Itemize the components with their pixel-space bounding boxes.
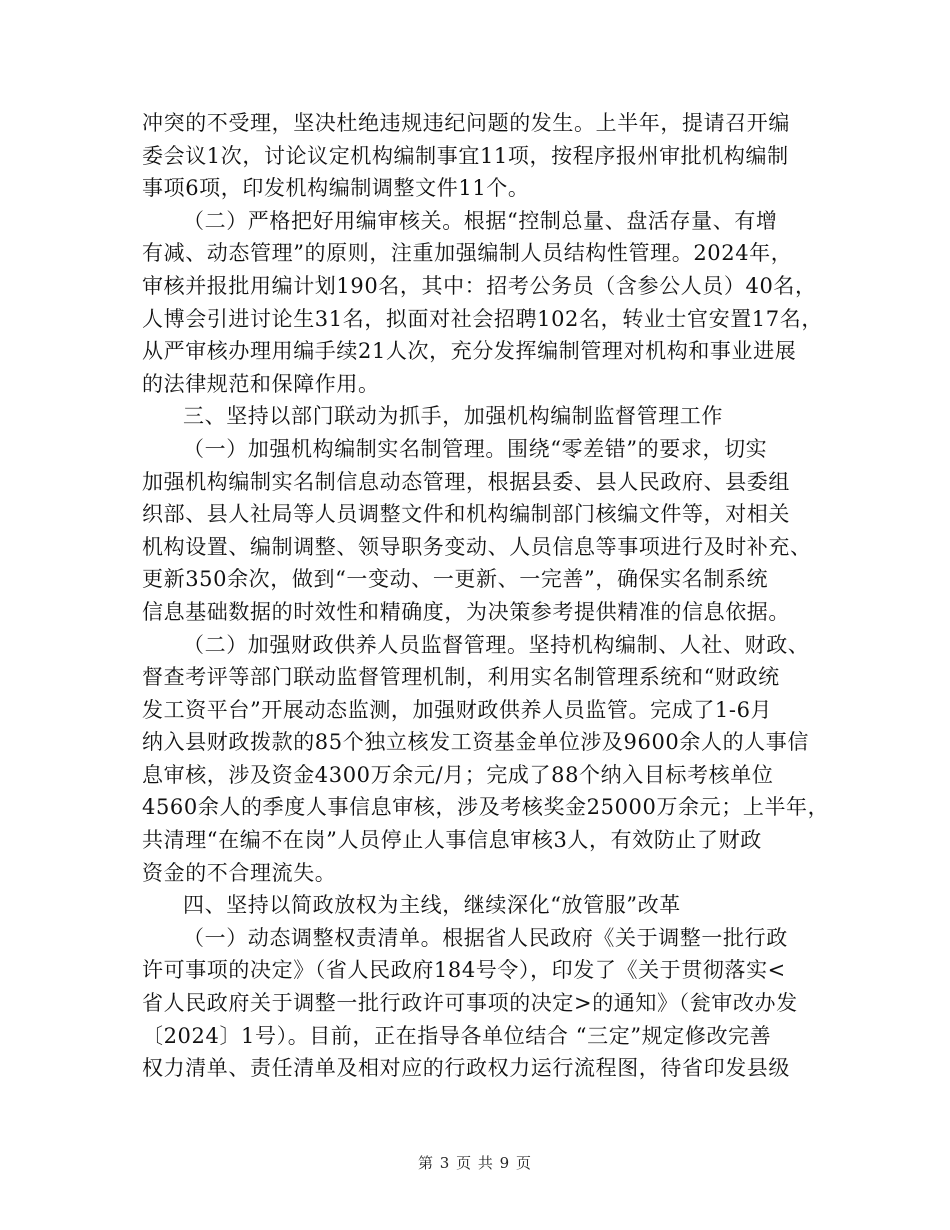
paragraph-start-line: （二）加强财政供养人员监督管理。坚持机构编制、人社、财政、 bbox=[183, 632, 810, 657]
text-line: 发工资平台”开展动态监测，加强财政供养人员监管。完成了1-6月 bbox=[142, 697, 773, 722]
text-line: 事项6项，印发机构编制调整文件11个。 bbox=[142, 176, 530, 201]
paragraph-start-line: （一）动态调整权责清单。根据省人民政府《关于调整一批行政 bbox=[183, 925, 788, 950]
text-line: 加强机构编制实名制信息动态管理，根据县委、县人民政府、县委组 bbox=[142, 469, 790, 494]
text-line: 信息基础数据的时效性和精确度，为决策参考提供精准的信息依据。 bbox=[142, 599, 790, 624]
page-number-footer: 第 3 页 共 9 页 bbox=[418, 1154, 532, 1172]
text-line: 的法律规范和保障作用。 bbox=[142, 371, 380, 396]
document-body bbox=[142, 107, 830, 1085]
text-line: 有减、动态管理”的原则，注重加强编制人员结构性管理。2024年， bbox=[142, 241, 793, 266]
paragraph-start-line: （二）严格把好用编审核关。根据“控制总量、盘活存量、有增 bbox=[183, 208, 778, 233]
text-line: 机构设置、编制调整、领导职务变动、人员信息等事项进行及时补充、 bbox=[142, 534, 812, 559]
text-line: 督查考评等部门联动监督管理机制，利用实名制管理系统和“财政统 bbox=[142, 665, 780, 690]
section-heading: 三、坚持以部门联动为抓手，加强机构编制监督管理工作 bbox=[183, 404, 723, 429]
text-line: 人博会引进讨论生31名，拟面对社会招聘102名，转业士官安置17名， bbox=[142, 306, 823, 331]
text-line: 〔2024〕1号）。目前，正在指导各单位结合 “三定”规定修改完善 bbox=[142, 1023, 772, 1048]
text-line: 息审核，涉及资金4300万余元/月；完成了88个纳入目标考核单位 bbox=[142, 762, 774, 787]
text-line: 更新350余次，做到“一变动、一更新、一完善”，确保实名制系统 bbox=[142, 567, 769, 592]
text-line: 权力清单、责任清单及相对应的行政权力运行流程图，待省印发县级 bbox=[142, 1056, 790, 1081]
text-line: 省人民政府关于调整一批行政许可事项的决定>的通知》（瓮审改办发 bbox=[142, 991, 798, 1016]
section-heading: 四、坚持以简政放权为主线，继续深化“放管服”改革 bbox=[183, 893, 681, 918]
text-line: 冲突的不受理，坚决杜绝违规违纪问题的发生。上半年，提请召开编 bbox=[142, 111, 790, 135]
text-line: 资金的不合理流失。 bbox=[142, 860, 337, 885]
text-line: 织部、县人社局等人员调整文件和机构编制部门核编文件等，对相关 bbox=[142, 502, 790, 527]
text-line: 共清理“在编不在岗”人员停止人事信息审核3人，有效防止了财政 bbox=[142, 828, 762, 853]
text-line: 从严审核办理用编手续21人次，充分发挥编制管理对机构和事业进展 bbox=[142, 339, 797, 364]
text-line: 纳入县财政拨款的85个独立核发工资基金单位涉及9600余人的人事信 bbox=[142, 730, 809, 755]
text-line: 4560余人的季度人事信息审核，涉及考核奖金25000万余元；上半年， bbox=[142, 795, 830, 820]
paragraph-start-line: （一）加强机构编制实名制管理。围绕“零差错”的要求，切实 bbox=[183, 436, 768, 461]
text-line: 许可事项的决定》（省人民政府184号令），印发了《关于贯彻落实< bbox=[142, 958, 786, 983]
text-line: 审核并报批用编计划190名，其中：招考公务员（含参公人员）40名， bbox=[142, 273, 817, 298]
text-line: 委会议1次，讨论议定机构编制事宜11项，按程序报州审批机构编制 bbox=[142, 143, 789, 168]
